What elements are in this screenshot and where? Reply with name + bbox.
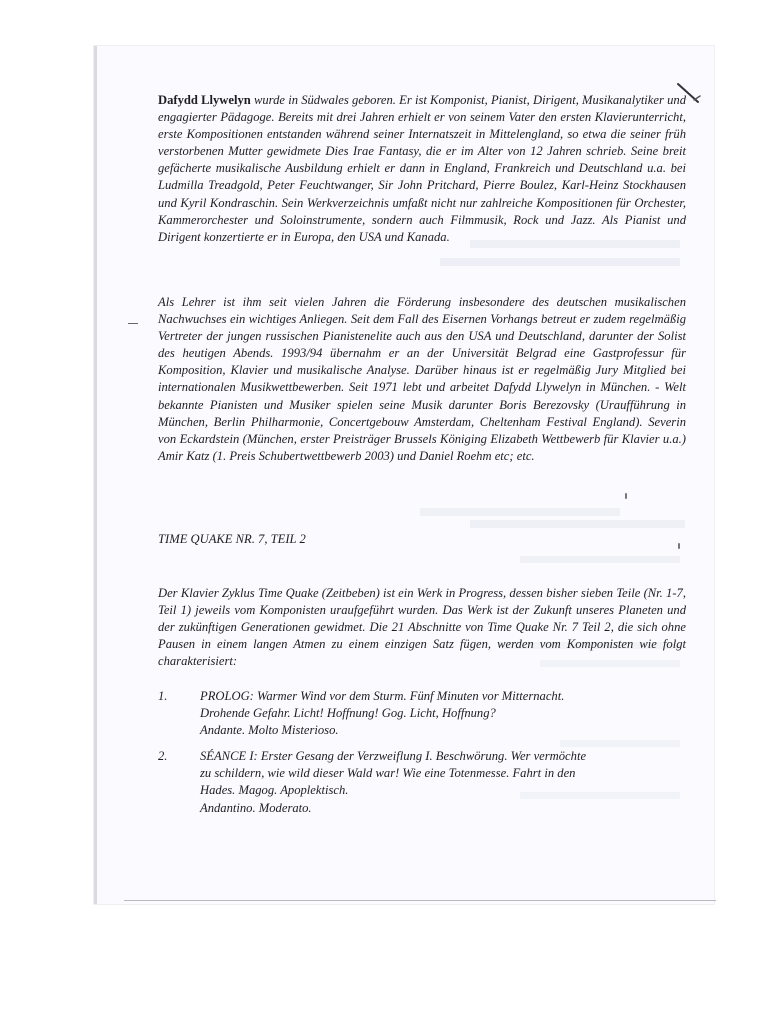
biography-text: wurde in Südwales geboren. Er ist Komponist, Pianist, Dirigent, Musikanalytiker und engagierter Pädagoge. Bereits mit drei Jahren erhielt er von seinem Vater den ersten Klavierunterricht, erste Kompositionen entstanden während seiner Internatszeit in Mittelengland, so etwa die seiner früh verstorbenen Mutter gewidmete Dies Irae Fantasy, die er im Alter von 12 Jahren schrieb. Seine breit gefächerte musikalische Ausbildung erhielt er dann in England, Frankreich und Deutschland u.a. bei Ludmilla Treadgold, Peter Feuchtwanger, Sir John Pritchard, Pierre Boulez, Karl-Heinz Stockhausen und Kyril Kondraschin. Sein Werkverzeichnis umfaßt nicht nur zahlreiche Kompositionen für Orchester, Kammerorchester und Soloinstrumente, sondern auch Filmmusik, Rock und Jazz. Als Pianist und Dirigent konzertierte er in Europa, den USA und Kanada.: [158, 93, 686, 244]
movement-list: [158, 688, 686, 826]
movement-number: 1.: [158, 689, 168, 703]
movement-description: [200, 688, 686, 739]
biography-paragraph: [158, 92, 686, 246]
movement-line: zu schildern, wie wild dieser Wald war! Wie eine Totenmesse. Fahrt in den: [200, 766, 576, 781]
list-item: [158, 688, 686, 739]
scan-bottom-border: [124, 900, 716, 901]
movement-line: Andantino. Moderato.: [200, 800, 312, 815]
list-item: [158, 748, 686, 816]
movement-line: Hades. Magog. Apoplektisch.: [200, 783, 349, 798]
margin-dash-mark: [128, 323, 138, 324]
intro-paragraph: Der Klavier Zyklus Time Quake (Zeitbeben) ist ein Werk in Progress, dessen bisher sieben Teile (Nr. 1-7, Teil 1) jeweils vom Komponisten uraufgeführt wurden. Das Werk ist der Zukunft unseres Planeten und der zukünftigen Generationen gewidmet. Die 21 Abschnitte von Time Quake Nr. 7 Teil 2, die sich ohne Pausen in einem langen Atmen zu einem einzigen Satz fügen, werden vom Komponisten wie folgt charakterisiert:: [158, 586, 686, 669]
movement-line: SÉANCE I: Erster Gesang der Verzweiflung I. Beschwörung. Wer vermöchte: [200, 749, 587, 764]
ink-speck: [625, 493, 627, 499]
movement-line: Andante. Molto Misterioso.: [200, 723, 339, 738]
section-heading: TIME QUAKE NR. 7, TEIL 2: [158, 532, 306, 546]
page-edge-shadow: [94, 46, 97, 904]
teacher-paragraph: Als Lehrer ist ihm seit vielen Jahren die Förderung insbesondere des deutschen musikalischen Nachwuchses ein wichtiges Anliegen. Seit dem Fall des Eisernen Vorhangs betreut er zudem regelmäßig Vertreter der jungen russischen Pianistenelite auch aus den USA und Deutschland, darunter der Solist des heutigen Abends. 1993/94 übernahm er an der Universität Belgrad eine Gastprofessur für Komposition, Klavier und musikalische Analyse. Darüber hinaus ist er regelmäßig Jury Mitglied bei internationalen Musikwettbewerben. Seit 1971 lebt und arbeitet Dafydd Llywelyn in München. - Welt bekannte Pianisten und Musiker spielen seine Musik darunter Boris Berezovsky (Uraufführung in München, Berlin Philharmonie, Concertgebouw Amsterdam, Cheltenham Festival England). Severin von Eckardstein (München, erster Preisträger Brussels Königing Elizabeth Wettbewerb für Klavier u.a.) Amir Katz (1. Preis Schubertwettbewerb 2003) und Daniel Roehm etc; etc.: [158, 295, 686, 463]
movement-line: Drohende Gefahr. Licht! Hoffnung! Gog. Licht, Hoffnung?: [200, 706, 496, 721]
ink-speck: [678, 543, 680, 549]
movement-line: PROLOG: Warmer Wind vor dem Sturm. Fünf Minuten vor Mitternacht.: [200, 689, 565, 703]
composer-name: Dafydd Llywelyn: [158, 93, 251, 107]
movement-number: 2.: [158, 749, 168, 764]
movement-description: [200, 748, 686, 816]
